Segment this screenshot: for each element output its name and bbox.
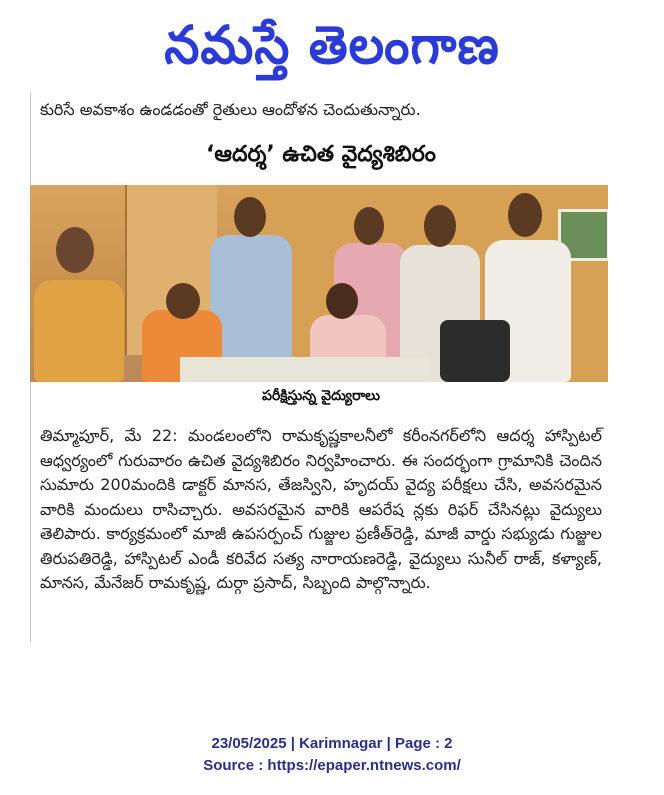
article-body-paragraph: తిమ్మాపూర్, మే 22: మండలంలోని రామకృష్ణకాలనీలో కరీంనగర్‌లోని ఆదర్శ హాస్పిటల్ ఆధ్వర్యంలో గురువారం ఉచిత వైద్యశిబిరం నిర్వహించారు. ఈ సందర్భంగా గ్రామానికి చెందిన సుమారు 200మందికి డాక్టర్ మానస, తేజస్విని, హృదయ్ వైద్య పరీక్షలు చేసి, అవసరమైన వారికి మందులు రాసిచ్చారు. అవసరమైన వారికి ఆపరేష న్లకు రిఫర్ చేసినట్లు వైద్యులు తెలిపారు. కార్యక్రమంలో మాజీ ఉపసర్పంచ్ గుజ్జుల ప్రణీత్‌రెడ్డి, మాజీ వార్డు సభ్యుడు గుజ్జుల తిరుపతిరెడ్డి, హాస్పిటల్ ఎండీ కరివేద సత్య నారాయణరెడ్డి, వైద్యులు సునీల్ రాజ్, కళ్యాణ్, మానస, మేనేజర్ రామకృష్ణ, దుర్గా ప్రసాద్, సిబ్బంది పాల్గొన్నారు.: [40, 426, 602, 592]
photo-person-head: [56, 227, 94, 273]
previous-article-line: కురిసే అవకాశం ఉండడంతో రైతులు ఆందోళన చెందుతున్నారు.: [40, 100, 421, 119]
photo-person-head: [234, 197, 266, 237]
masthead: [0, 6, 664, 84]
photo-person-head: [354, 207, 384, 245]
photo-table: [180, 357, 430, 382]
page-footer: [0, 733, 664, 777]
article-headline: ‘ఆదర్శ’ ఉచిత వైద్యశిబిరం: [206, 142, 436, 167]
newspaper-logo: నమస్తే తెలంగాణ: [164, 14, 500, 76]
photo-caption: పరీక్షిస్తున్న వైద్యురాలు: [262, 388, 380, 404]
article-photo: [30, 185, 608, 382]
photo-chair: [440, 320, 510, 382]
footer-date-edition: 23/05/2025 | Karimnagar | Page : 2: [211, 735, 453, 752]
photo-doctor-head: [326, 283, 358, 319]
photo-person: [34, 280, 124, 382]
photo-person-head: [166, 283, 200, 319]
photo-person-head: [424, 205, 456, 247]
article-clipping: [30, 92, 612, 642]
footer-source: Source : https://epaper.ntnews.com/: [203, 757, 461, 774]
photo-person-head: [508, 193, 542, 237]
article-body: [40, 424, 602, 596]
